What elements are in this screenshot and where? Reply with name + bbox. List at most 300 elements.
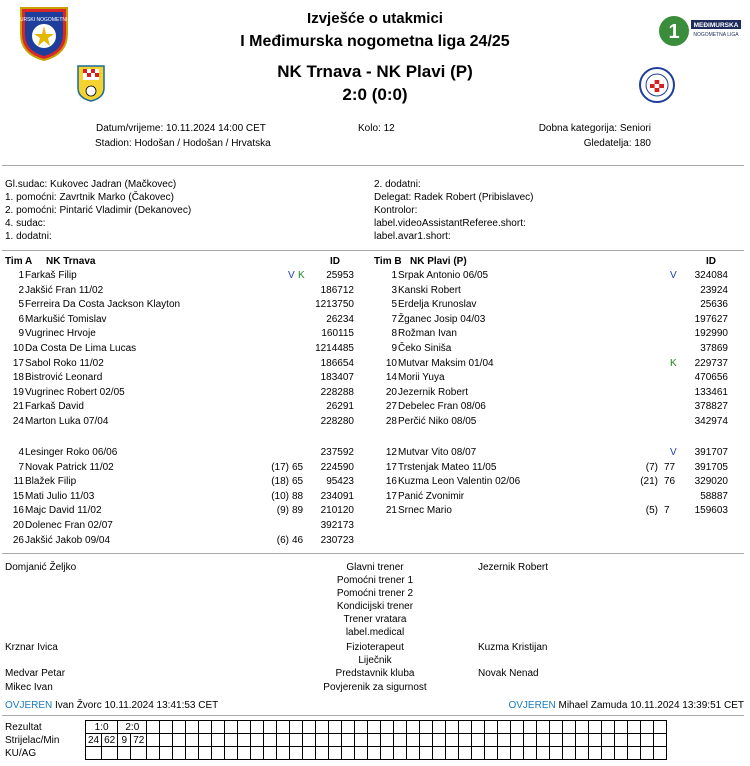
score-cell (407, 734, 420, 747)
player-name: Majc David 11/02 (25, 505, 102, 517)
report-title: Izvješće o utakmici (307, 10, 443, 27)
score-cell (251, 721, 264, 734)
player-id: 159603 (694, 505, 728, 517)
player-number: 17 (12, 357, 24, 369)
player-name: Mutvar Vito 08/07 (398, 447, 477, 458)
staff-role: Kondicijski trener (336, 601, 414, 612)
verification-left: OVJEREN Ivan Žvorc 10.11.2024 13:41:53 CET (5, 700, 219, 711)
player-id: 470656 (694, 372, 728, 384)
official-line: 4. sudac: (5, 218, 46, 229)
score-cell: 9 (118, 734, 131, 747)
player-name: Žganec Josip 04/03 (398, 313, 486, 325)
datetime-row: Datum/vrijeme: 10.11.2024 14:00 CET (96, 123, 266, 134)
score-cell: 1:0 (86, 721, 118, 734)
player-number: 6 (18, 313, 24, 325)
player-id: 58887 (700, 490, 728, 502)
player-id: 186712 (320, 284, 354, 296)
score-cell (102, 747, 118, 760)
score-cell (186, 747, 199, 760)
divider (2, 553, 744, 554)
player-name: Čeko Siniša (398, 343, 452, 354)
player-row (0, 401, 750, 415)
player-name: Erdelja Krunoslav (398, 299, 477, 311)
score-cell (290, 734, 303, 747)
player-name: Srnec Mario (398, 505, 452, 517)
score-cell (511, 734, 524, 747)
team-a-label: Tim A (5, 256, 33, 267)
score-cell (381, 721, 394, 734)
score-cell (355, 747, 368, 760)
player-name: Vugrinec Robert 02/05 (25, 386, 125, 398)
player-row (0, 358, 750, 372)
player-number: 7 (391, 313, 397, 325)
player-id: 230723 (320, 534, 354, 546)
player-name: Da Costa De Lima Lucas (25, 343, 137, 354)
score-cell (485, 747, 498, 760)
score-cell (615, 734, 628, 747)
score-table (85, 720, 667, 760)
score-cell (238, 721, 251, 734)
score-cell (511, 747, 524, 760)
svg-text:1: 1 (668, 21, 680, 43)
divider (2, 250, 744, 251)
player-name: Mati Julio 11/03 (25, 490, 95, 502)
score-cell (186, 721, 199, 734)
player-name: Vugrinec Hrvoje (25, 328, 96, 340)
team-a-id-header: ID (330, 256, 340, 267)
player-id: 160115 (321, 328, 354, 340)
player-name: Lesinger Roko 06/06 (25, 447, 118, 458)
captain-mark: V (288, 270, 295, 281)
score-cell (602, 721, 615, 734)
score-cell (394, 747, 407, 760)
player-number: 9 (391, 343, 397, 354)
player-id: 26291 (326, 401, 354, 413)
score-cell (147, 747, 160, 760)
score-cell (368, 747, 381, 760)
player-number: 2 (18, 284, 24, 296)
kuag-label: KU/AG (5, 748, 37, 759)
sub-minute: 89 (292, 505, 304, 517)
sub-minute: 88 (292, 490, 304, 502)
score-cell (225, 734, 238, 747)
score-cell (329, 747, 342, 760)
score-cell (654, 747, 667, 760)
league-name: I Međimurska nogometna liga 24/25 (240, 33, 510, 50)
player-id: 25636 (700, 299, 728, 311)
score-cell (446, 721, 459, 734)
score-cell (498, 721, 511, 734)
score-cell (459, 747, 472, 760)
score-cell (186, 734, 199, 747)
player-name: Panić Zvonimir (398, 490, 465, 502)
player-row (0, 387, 750, 401)
player-id: 229737 (694, 357, 728, 369)
player-id: 26234 (326, 313, 354, 325)
score-cell (602, 734, 615, 747)
player-number: 21 (385, 505, 397, 517)
age-row: Dobna kategorija: Seniori (538, 123, 651, 134)
player-number: 21 (12, 401, 24, 413)
score-cell (86, 747, 102, 760)
player-number: 14 (385, 372, 397, 384)
sub-for: (7) (645, 461, 658, 473)
score-cell (199, 734, 212, 747)
score-cell (264, 721, 277, 734)
player-number: 7 (18, 461, 24, 473)
player-id: 224590 (320, 461, 354, 473)
score-cell (576, 734, 589, 747)
score-cell (407, 721, 420, 734)
captain-mark: V (670, 447, 677, 458)
score-cell (381, 747, 394, 760)
player-name: Sabol Roko 11/02 (25, 357, 104, 369)
player-number: 17 (385, 490, 397, 502)
score-cell (303, 721, 316, 734)
strijelac-label: Strijelac/Min (5, 735, 60, 746)
player-id: 324084 (694, 270, 728, 281)
score-cell: 24 (86, 734, 102, 747)
player-number: 26 (12, 534, 24, 546)
score-cell: 72 (131, 734, 147, 747)
player-id: 329020 (694, 476, 728, 488)
score-cell (628, 721, 641, 734)
score-cell (342, 734, 355, 747)
score-cell (459, 734, 472, 747)
player-id: 237592 (320, 447, 354, 458)
score-cell (316, 734, 329, 747)
score-cell (563, 734, 576, 747)
staff-role: Fizioterapeut (346, 642, 404, 653)
score-cell (147, 721, 160, 734)
score-cell (329, 721, 342, 734)
official-line: 1. dodatni: (5, 231, 52, 242)
player-row (0, 520, 750, 534)
score-cell (290, 747, 303, 760)
score-cell (563, 747, 576, 760)
player-id: 37869 (700, 343, 728, 354)
player-id: 23924 (700, 284, 728, 296)
player-id: 1214485 (315, 343, 354, 354)
score-cell (498, 747, 511, 760)
official-line: 1. pomoćni: Zavrtnik Marko (Čakovec) (5, 192, 174, 203)
divider (2, 165, 744, 166)
sub-for: (5) (645, 505, 658, 517)
player-name: Novak Patrick 11/02 (25, 461, 114, 473)
score-cell (238, 734, 251, 747)
score-cell (342, 721, 355, 734)
score-cell (251, 734, 264, 747)
player-number: 17 (385, 461, 397, 473)
player-number: 12 (385, 447, 397, 458)
player-id: 183407 (320, 372, 354, 384)
svg-text:NOGOMETNA LIGA: NOGOMETNA LIGA (693, 32, 739, 38)
score-cell (628, 747, 641, 760)
sub-minute: 77 (664, 461, 676, 473)
score-cell: 62 (102, 734, 118, 747)
score-cell (212, 734, 225, 747)
score-cell (615, 721, 628, 734)
score-cell (615, 747, 628, 760)
player-number: 8 (391, 328, 397, 340)
player-id: 186654 (320, 357, 354, 369)
player-id: 197627 (694, 313, 728, 325)
score-cell (173, 721, 186, 734)
player-name: Srpak Antonio 06/05 (398, 270, 489, 281)
team-b-physio: Kuzma Kristijan (478, 642, 548, 653)
player-row (0, 343, 750, 357)
player-name: Farkaš David (25, 401, 84, 413)
score-cell (173, 734, 186, 747)
score-cell (316, 747, 329, 760)
player-name: Blažek Filip (25, 476, 77, 488)
player-number: 20 (12, 520, 24, 531)
score-cell (524, 721, 537, 734)
score-cell (576, 721, 589, 734)
score-cell (524, 734, 537, 747)
score-cell (537, 721, 550, 734)
captain-mark: V (670, 270, 677, 281)
player-id: 228288 (320, 386, 354, 398)
player-id: 392173 (320, 520, 354, 531)
score-cell (394, 734, 407, 747)
player-number: 9 (18, 328, 24, 340)
svg-text:MEĐIMURSKA: MEĐIMURSKA (693, 22, 739, 29)
score-cell (290, 721, 303, 734)
sub-minute: 46 (292, 534, 304, 546)
score-cell (277, 747, 290, 760)
player-id: 234091 (320, 490, 354, 502)
score-cell (641, 747, 654, 760)
official-line: Gl.sudac: Kukovec Jadran (Mačkovec) (5, 179, 177, 190)
player-number: 18 (12, 372, 24, 384)
score-cell (199, 747, 212, 760)
score-cell (641, 721, 654, 734)
staff-role: Povjerenik za sigurnost (323, 682, 427, 693)
sub-minute: 7 (664, 505, 670, 517)
official-line: Delegat: Radek Robert (Pribislavec) (374, 192, 534, 203)
score-cell (485, 721, 498, 734)
score-cell (472, 734, 485, 747)
sub-for: (17) (271, 461, 289, 473)
match-score: 2:0 (0:0) (342, 85, 408, 104)
score-cell (131, 747, 147, 760)
score-cell (277, 734, 290, 747)
staff-role: label.medical (345, 627, 405, 638)
player-name: Jezernik Robert (398, 386, 469, 398)
score-cell (589, 721, 602, 734)
score-cell (485, 734, 498, 747)
player-name: Rožman Ivan (398, 328, 457, 340)
score-cell (589, 734, 602, 747)
score-cell (212, 747, 225, 760)
sub-minute: 76 (664, 476, 676, 488)
player-id: 391707 (694, 447, 728, 458)
score-cell (420, 734, 433, 747)
player-name: Kanski Robert (398, 284, 461, 296)
player-name: Mutvar Maksim 01/04 (398, 357, 494, 369)
player-number: 27 (385, 401, 397, 413)
official-line: label.videoAssistantReferee.short: (374, 218, 526, 229)
score-cell (173, 747, 186, 760)
score-cell (277, 721, 290, 734)
team-a-club-rep: Medvar Petar (5, 668, 66, 679)
sub-for: (10) (271, 490, 289, 502)
player-row (0, 270, 750, 284)
score-cell (420, 721, 433, 734)
player-name: Trstenjak Mateo 11/05 (398, 461, 497, 473)
score-cell (563, 721, 576, 734)
player-row (0, 462, 750, 476)
sub-minute: 65 (292, 461, 304, 473)
official-line: 2. pomoćni: Pintarić Vladimir (Dekanovec) (5, 205, 192, 216)
verification-right: OVJEREN Mihael Zamuda 10.11.2024 13:39:51 CET (508, 700, 744, 711)
score-cell (147, 734, 160, 747)
player-id: 95423 (326, 476, 354, 488)
team-b-id-header: ID (706, 256, 716, 267)
score-cell (602, 747, 615, 760)
player-name: Kuzma Leon Valentin 02/06 (398, 476, 521, 488)
player-number: 11 (13, 476, 24, 488)
score-cell (537, 747, 550, 760)
player-number: 3 (391, 284, 397, 296)
score-cell: 2:0 (118, 721, 147, 734)
score-cell (498, 734, 511, 747)
score-cell (472, 721, 485, 734)
score-cell (303, 747, 316, 760)
team-a-head-coach: Domjanić Željko (5, 562, 77, 573)
captain-mark: K (670, 357, 677, 369)
player-number: 5 (18, 299, 24, 311)
score-cell (160, 721, 173, 734)
sub-for: (18) (271, 476, 289, 488)
score-cell (199, 721, 212, 734)
player-name: Debelec Fran 08/06 (398, 401, 486, 413)
player-number: 5 (391, 299, 397, 311)
staff-role: Trener vratara (343, 614, 407, 625)
team-b-club-rep: Novak Nenad (478, 668, 539, 679)
player-number: 19 (12, 386, 24, 398)
player-id: 1213750 (315, 299, 354, 311)
player-row (0, 285, 750, 299)
official-line: 2. dodatni: (374, 179, 421, 190)
match-title: NK Trnava - NK Plavi (P) (277, 62, 473, 81)
score-cell (511, 721, 524, 734)
player-row (0, 299, 750, 313)
score-cell (381, 734, 394, 747)
staff-role: Liječnik (358, 655, 392, 666)
score-cell (225, 747, 238, 760)
score-cell (368, 734, 381, 747)
score-cell (212, 721, 225, 734)
player-id: 133461 (694, 386, 728, 398)
player-name: Dolenec Fran 02/07 (25, 520, 113, 531)
player-number: 16 (12, 505, 24, 517)
player-row (0, 491, 750, 505)
score-cell (550, 734, 563, 747)
score-cell (537, 734, 550, 747)
sub-for: (6) (276, 534, 289, 546)
divider (2, 715, 744, 716)
score-cell (355, 721, 368, 734)
score-cell (472, 747, 485, 760)
score-cell (394, 721, 407, 734)
score-cell (576, 747, 589, 760)
spectators-row: Gledatelja: 180 (583, 138, 651, 149)
team-a-name: NK Trnava (46, 256, 96, 267)
score-cell (459, 721, 472, 734)
score-cell (225, 721, 238, 734)
player-row (0, 328, 750, 342)
score-cell (524, 747, 537, 760)
player-row (0, 505, 750, 519)
player-name: Markušić Tomislav (25, 313, 107, 325)
score-table-row (86, 734, 667, 747)
verified-tag: OVJEREN (508, 700, 556, 711)
round-row: Kolo: 12 (358, 123, 395, 134)
score-cell (368, 721, 381, 734)
score-table-row (86, 747, 667, 760)
player-number: 10 (12, 343, 24, 354)
player-number: 1 (391, 270, 397, 281)
player-id: 192990 (694, 328, 728, 340)
player-number: 1 (18, 270, 24, 281)
team-b-name: NK Plavi (P) (410, 256, 467, 267)
player-number: 16 (385, 476, 397, 488)
score-cell (420, 747, 433, 760)
score-cell (433, 747, 446, 760)
staff-role: Pomoćni trener 1 (336, 575, 414, 586)
score-cell (251, 747, 264, 760)
score-cell (238, 747, 251, 760)
player-name: Morii Yuya (398, 372, 445, 384)
score-cell (329, 734, 342, 747)
player-id: 391705 (694, 461, 728, 473)
svg-text:MEĐIMURSKI NOGOMETNI SAVEZ: MEĐIMURSKI NOGOMETNI SAVEZ (3, 17, 85, 23)
captain-mark: K (298, 270, 305, 281)
player-row (0, 447, 750, 461)
player-row (0, 314, 750, 328)
staff-role: Glavni trener (346, 562, 404, 573)
score-cell (654, 721, 667, 734)
official-line: Kontrolor: (374, 205, 418, 216)
score-cell (264, 747, 277, 760)
staff-role: Pomoćni trener 2 (336, 588, 414, 599)
sub-for: (9) (276, 505, 289, 517)
score-grid (85, 720, 667, 760)
team-b-head-coach: Jezernik Robert (478, 562, 549, 573)
player-name: Jakšić Fran 11/02 (25, 284, 104, 296)
score-cell (550, 747, 563, 760)
sub-minute: 65 (292, 476, 304, 488)
player-row (0, 372, 750, 386)
player-name: Farkaš Filip (25, 270, 77, 281)
score-cell (446, 747, 459, 760)
score-cell (118, 747, 131, 760)
player-row (0, 416, 750, 430)
score-table-row (86, 721, 667, 734)
player-name: Bistrović Leonard (25, 372, 103, 384)
rezultat-label: Rezultat (5, 722, 42, 733)
score-cell (407, 747, 420, 760)
player-number: 20 (385, 386, 397, 398)
score-cell (641, 734, 654, 747)
team-a-physio: Krznar Ivica (5, 642, 58, 653)
score-cell (355, 734, 368, 747)
sub-for: (21) (640, 476, 658, 488)
score-cell (433, 734, 446, 747)
score-cell (589, 747, 602, 760)
